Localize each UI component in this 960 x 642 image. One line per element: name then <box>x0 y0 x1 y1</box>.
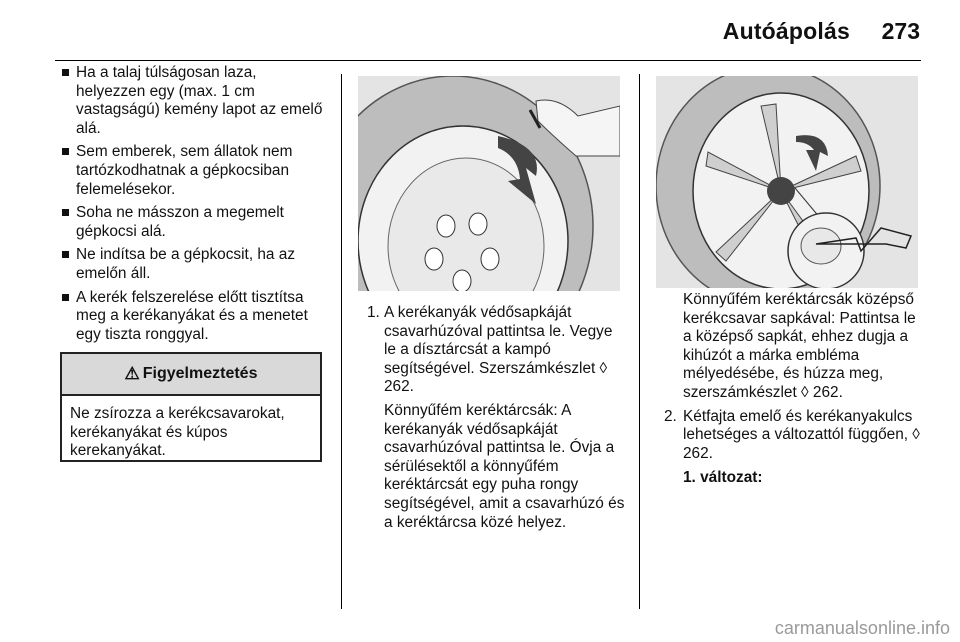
center-cap-paragraph: Könnyűfém keréktárcsák középső kerékcsavar sapkával: Pattintsa le a középső sapkát, ehhez dugja a kihúzót a márka embléma mélyedésébe, és húzza meg, szerszámkészlet ◊ 262. <box>683 291 916 401</box>
column-divider-right <box>639 74 640 609</box>
wheel-cover-illustration <box>358 76 620 291</box>
bullet-square-icon <box>62 251 69 258</box>
warning-box <box>60 352 322 462</box>
list-item: Ha a talaj túlságosan laza, helyezzen egy (max. 1 cm vastagságú) kemény lapot az emelő alá. <box>62 64 327 138</box>
page-header <box>0 0 960 58</box>
alloy-wheel-paragraph: Könnyűfém keréktárcsák: A kerékanyák védősapkáját csavarhúzóval pattintsa le. Óvja a sérülésektől a könnyűfém keréktárcsát egy puha rongy segítségével, amit a csavarhúzó és a keréktárcsa közé helyez. <box>384 401 625 531</box>
hubcap-removal-illustration <box>358 76 620 291</box>
step-number: 1. <box>367 304 380 321</box>
list-item: Sem emberek, sem állatok nem tartózkodhatnak a gépkocsiban felemelésekor. <box>62 143 327 199</box>
step-1 <box>367 304 625 397</box>
header-rule <box>55 60 921 61</box>
warning-title: Figyelmeztetés <box>142 364 258 382</box>
bullet-square-icon <box>62 294 69 301</box>
page-number: 273 <box>881 18 920 44</box>
list-item: Ne indítsa be a gépkocsit, ha az emelőn áll. <box>62 246 327 283</box>
page-title: Autóápolás <box>722 18 850 44</box>
list-item: Soha ne másszon a megemelt gépkocsi alá. <box>62 204 327 241</box>
bullet-square-icon <box>62 69 69 76</box>
step-text: A kerékanyák védősapkáját csavarhúzóval pattintsa le. Vegye le a dísztárcsát a kampó segítségével. Szerszámkészlet ◊ 262. <box>384 304 613 396</box>
column-middle-text <box>367 304 625 532</box>
precaution-list <box>62 64 327 344</box>
list-item: A kerék felszerelése előtt tisztítsa meg a kerékanyákat és a menetet egy tiszta ronggyal. <box>62 289 327 345</box>
watermark: carmanualsonline.info <box>774 618 950 638</box>
bullet-square-icon <box>62 209 69 216</box>
alloy-wheel-illustration <box>656 76 918 288</box>
center-cap-illustration <box>656 76 918 288</box>
column-right-text <box>664 291 926 488</box>
bullet-square-icon <box>62 148 69 155</box>
warning-text: Ne zsírozza a kerékcsavarokat, kerékanyákat és kúpos kerekanyákat. <box>70 405 285 460</box>
warning-header <box>62 354 320 396</box>
step-number: 2. <box>664 407 677 425</box>
warning-triangle-icon: ⚠ <box>124 363 140 383</box>
column-divider-left <box>341 74 342 609</box>
variant-heading: 1. változat: <box>683 469 763 487</box>
column-left <box>62 64 327 349</box>
step-2 <box>664 408 926 464</box>
step-text: Kétfajta emelő és kerékanyakulcs lehetséges a változattól függően, ◊ 262. <box>683 407 920 462</box>
